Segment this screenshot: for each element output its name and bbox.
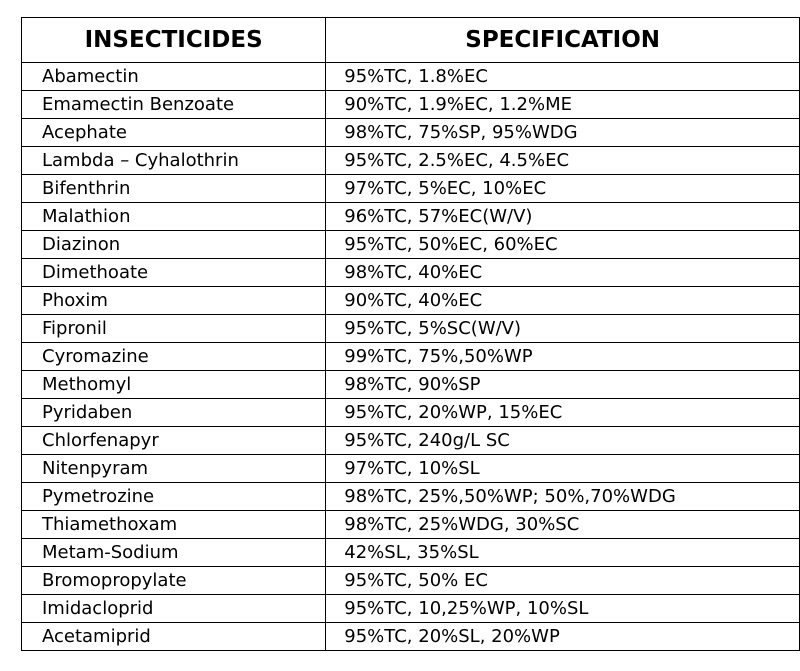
insecticide-name-cell: Fipronil (22, 315, 326, 343)
table-row (22, 511, 800, 539)
insecticide-name-cell: Dimethoate (22, 259, 326, 287)
specification-cell: 95%TC, 50%EC, 60%EC (326, 231, 800, 259)
table-row (22, 259, 800, 287)
insecticide-name-cell: Methomyl (22, 371, 326, 399)
specification-cell: 98%TC, 25%WDG, 30%SC (326, 511, 800, 539)
specification-cell: 95%TC, 1.8%EC (326, 63, 800, 91)
specification-cell: 90%TC, 1.9%EC, 1.2%ME (326, 91, 800, 119)
specification-cell: 90%TC, 40%EC (326, 287, 800, 315)
specification-cell: 97%TC, 10%SL (326, 455, 800, 483)
specification-cell: 95%TC, 20%WP, 15%EC (326, 399, 800, 427)
table-row (22, 315, 800, 343)
insecticide-name-cell: Phoxim (22, 287, 326, 315)
insecticide-name-cell: Lambda – Cyhalothrin (22, 147, 326, 175)
insecticide-name-cell: Emamectin Benzoate (22, 91, 326, 119)
specification-cell: 98%TC, 75%SP, 95%WDG (326, 119, 800, 147)
insecticide-name-cell: Chlorfenapyr (22, 427, 326, 455)
column-header-specification: SPECIFICATION (326, 18, 800, 63)
insecticide-name-cell: Pymetrozine (22, 483, 326, 511)
table-row (22, 119, 800, 147)
specification-cell: 98%TC, 25%,50%WP; 50%,70%WDG (326, 483, 800, 511)
table-row (22, 63, 800, 91)
table-row (22, 203, 800, 231)
table-row (22, 567, 800, 595)
specification-cell: 42%SL, 35%SL (326, 539, 800, 567)
insecticides-table (21, 17, 800, 651)
specification-cell: 96%TC, 57%EC(W/V) (326, 203, 800, 231)
table-row (22, 539, 800, 567)
insecticide-name-cell: Thiamethoxam (22, 511, 326, 539)
insecticide-name-cell: Malathion (22, 203, 326, 231)
table-header-row (22, 18, 800, 63)
table-row (22, 399, 800, 427)
table-row (22, 427, 800, 455)
table-row (22, 147, 800, 175)
specification-cell: 95%TC, 50% EC (326, 567, 800, 595)
table-row (22, 623, 800, 651)
insecticide-name-cell: Pyridaben (22, 399, 326, 427)
table-row (22, 343, 800, 371)
insecticide-name-cell: Diazinon (22, 231, 326, 259)
table-row (22, 91, 800, 119)
table-row (22, 455, 800, 483)
insecticide-name-cell: Acephate (22, 119, 326, 147)
insecticide-name-cell: Nitenpyram (22, 455, 326, 483)
insecticide-name-cell: Metam-Sodium (22, 539, 326, 567)
specification-cell: 95%TC, 2.5%EC, 4.5%EC (326, 147, 800, 175)
specification-cell: 95%TC, 10,25%WP, 10%SL (326, 595, 800, 623)
insecticide-name-cell: Cyromazine (22, 343, 326, 371)
specification-cell: 98%TC, 40%EC (326, 259, 800, 287)
table-row (22, 483, 800, 511)
table-row (22, 231, 800, 259)
insecticide-name-cell: Bromopropylate (22, 567, 326, 595)
column-header-insecticides: INSECTICIDES (22, 18, 326, 63)
specification-cell: 98%TC, 90%SP (326, 371, 800, 399)
specification-cell: 95%TC, 20%SL, 20%WP (326, 623, 800, 651)
table-row (22, 595, 800, 623)
specification-cell: 97%TC, 5%EC, 10%EC (326, 175, 800, 203)
specification-cell: 99%TC, 75%,50%WP (326, 343, 800, 371)
insecticide-name-cell: Abamectin (22, 63, 326, 91)
insecticide-name-cell: Bifenthrin (22, 175, 326, 203)
table-row (22, 371, 800, 399)
table-row (22, 287, 800, 315)
table-row (22, 175, 800, 203)
insecticide-name-cell: Acetamiprid (22, 623, 326, 651)
specification-cell: 95%TC, 240g/L SC (326, 427, 800, 455)
insecticide-name-cell: Imidacloprid (22, 595, 326, 623)
specification-cell: 95%TC, 5%SC(W/V) (326, 315, 800, 343)
